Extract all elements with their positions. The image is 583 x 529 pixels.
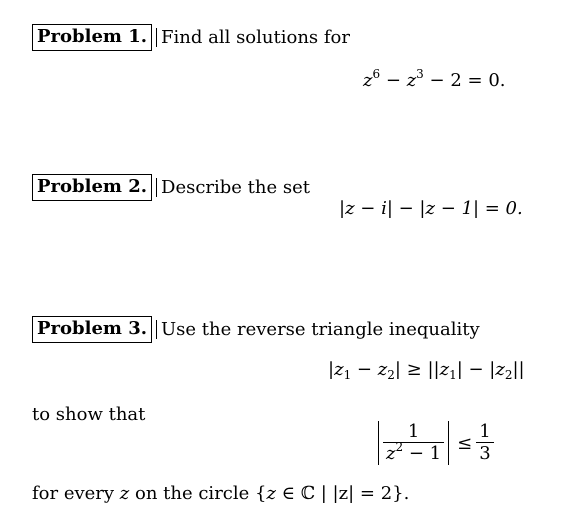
problem-1-equation: $z^6 - z^3 - 2 = 0$. bbox=[363, 67, 506, 91]
abs-bar-left bbox=[378, 421, 379, 465]
problem-1-heading bbox=[32, 24, 350, 51]
problem-2-label: Problem 2. bbox=[32, 174, 152, 201]
lhs-fraction: $\frac{1}{z^2 - 1}$ bbox=[383, 422, 444, 464]
problem-2-equation: |z − i| − |z − 1| = 0. bbox=[339, 198, 523, 219]
fraction-inequality bbox=[374, 421, 494, 465]
leq-symbol: ≤ bbox=[457, 432, 473, 454]
circle-condition-text: for every z on the circle {z ∈ ℂ | |z| = 2}. bbox=[32, 483, 410, 504]
problem-3-label: Problem 3. bbox=[32, 316, 152, 343]
problem-3-heading bbox=[32, 316, 480, 343]
problem-1-text: Find all solutions for bbox=[156, 28, 350, 48]
problem-2-text: Describe the set bbox=[156, 178, 310, 198]
problem-3-text: Use the reverse triangle inequality bbox=[156, 320, 480, 340]
problem-2-heading bbox=[32, 174, 310, 201]
rhs-fraction: $\frac{1}{3}$ bbox=[476, 422, 493, 464]
abs-bar-right bbox=[448, 421, 449, 465]
to-show-that-text: to show that bbox=[32, 404, 146, 425]
problem-1-label: Problem 1. bbox=[32, 24, 152, 51]
reverse-triangle-inequality: $|z_1 - z_2| \ge ||z_1| - |z_2||$ bbox=[328, 359, 525, 382]
